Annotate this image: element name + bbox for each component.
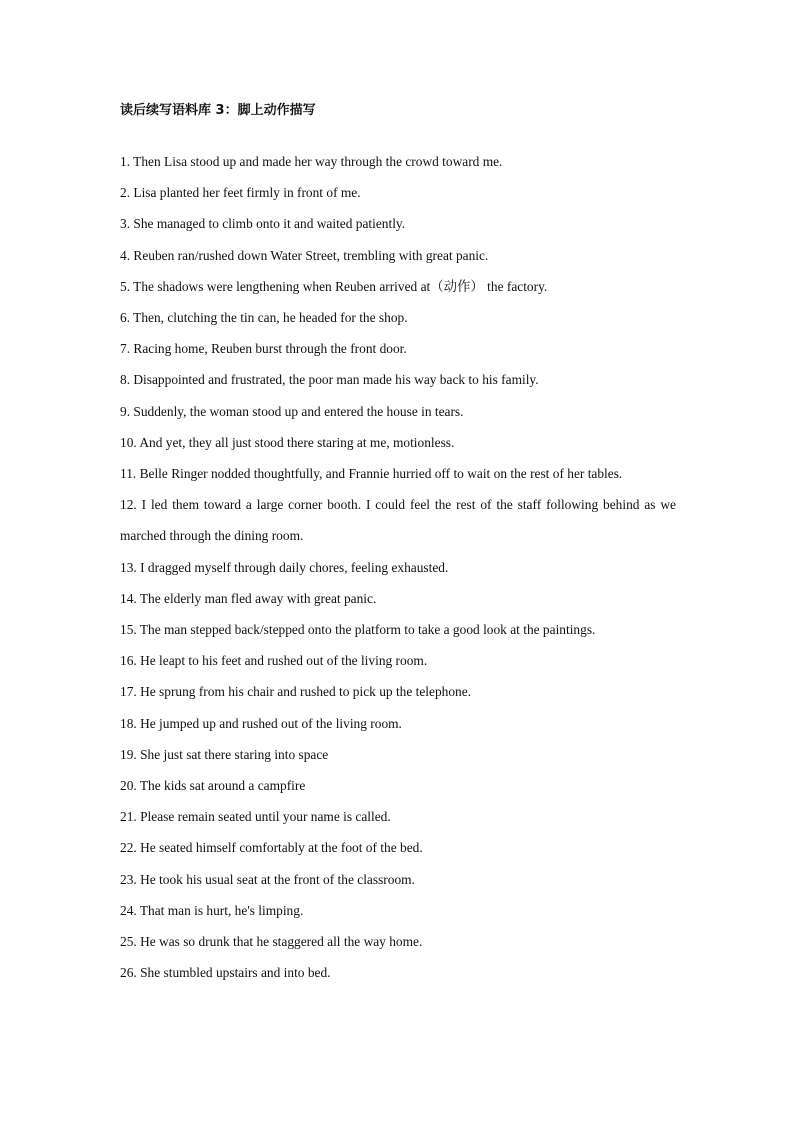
list-item: 7. Racing home, Reuben burst through the front door.: [120, 341, 407, 357]
document-page: [120, 100, 676, 988]
list-item: 5. The shadows were lengthening when Reuben arrived at（动作） the factory.: [120, 278, 548, 294]
sentence-list: [120, 146, 676, 988]
list-item: 12. I led them toward a large corner booth. I could feel the rest of the staff following behind as we marched through the dining room.: [120, 497, 676, 544]
list-item: 18. He jumped up and rushed out of the living room.: [120, 715, 402, 731]
list-item: 25. He was so drunk that he staggered all the way home.: [120, 934, 423, 950]
list-item: 10. And yet, they all just stood there staring at me, motionless.: [120, 434, 455, 450]
list-item: 26. She stumbled upstairs and into bed.: [120, 965, 331, 981]
list-item: 17. He sprung from his chair and rushed to pick up the telephone.: [120, 684, 472, 700]
list-item: 8. Disappointed and frustrated, the poor man made his way back to his family.: [120, 372, 539, 388]
list-item: 3. She managed to climb onto it and waited patiently.: [120, 216, 406, 232]
list-item: 11. Belle Ringer nodded thoughtfully, and Frannie hurried off to wait on the rest of her tables.: [120, 466, 623, 482]
list-item: 21. Please remain seated until your name is called.: [120, 809, 391, 825]
document-title: 读后续写语料库 3：脚上动作描写: [120, 103, 316, 118]
list-item: 13. I dragged myself through daily chores, feeling exhausted.: [120, 559, 449, 575]
list-item: 20. The kids sat around a campfire: [120, 778, 306, 794]
list-item: 9. Suddenly, the woman stood up and entered the house in tears.: [120, 403, 464, 419]
list-item: 23. He took his usual seat at the front of the classroom.: [120, 871, 415, 887]
list-item: 4. Reuben ran/rushed down Water Street, trembling with great panic.: [120, 247, 489, 263]
list-item: 24. That man is hurt, he's limping.: [120, 902, 304, 918]
list-item: 2. Lisa planted her feet firmly in front of me.: [120, 185, 361, 201]
list-item: 14. The elderly man fled away with great panic.: [120, 590, 377, 606]
list-item: 1. Then Lisa stood up and made her way through the crowd toward me.: [120, 154, 503, 169]
list-item: 6. Then, clutching the tin can, he headed for the shop.: [120, 310, 408, 326]
list-item: 19. She just sat there staring into space: [120, 746, 329, 762]
list-item: 15. The man stepped back/stepped onto the platform to take a good look at the paintings.: [120, 622, 596, 638]
list-item: 22. He seated himself comfortably at the foot of the bed.: [120, 840, 423, 856]
list-item: 16. He leapt to his feet and rushed out of the living room.: [120, 653, 428, 669]
